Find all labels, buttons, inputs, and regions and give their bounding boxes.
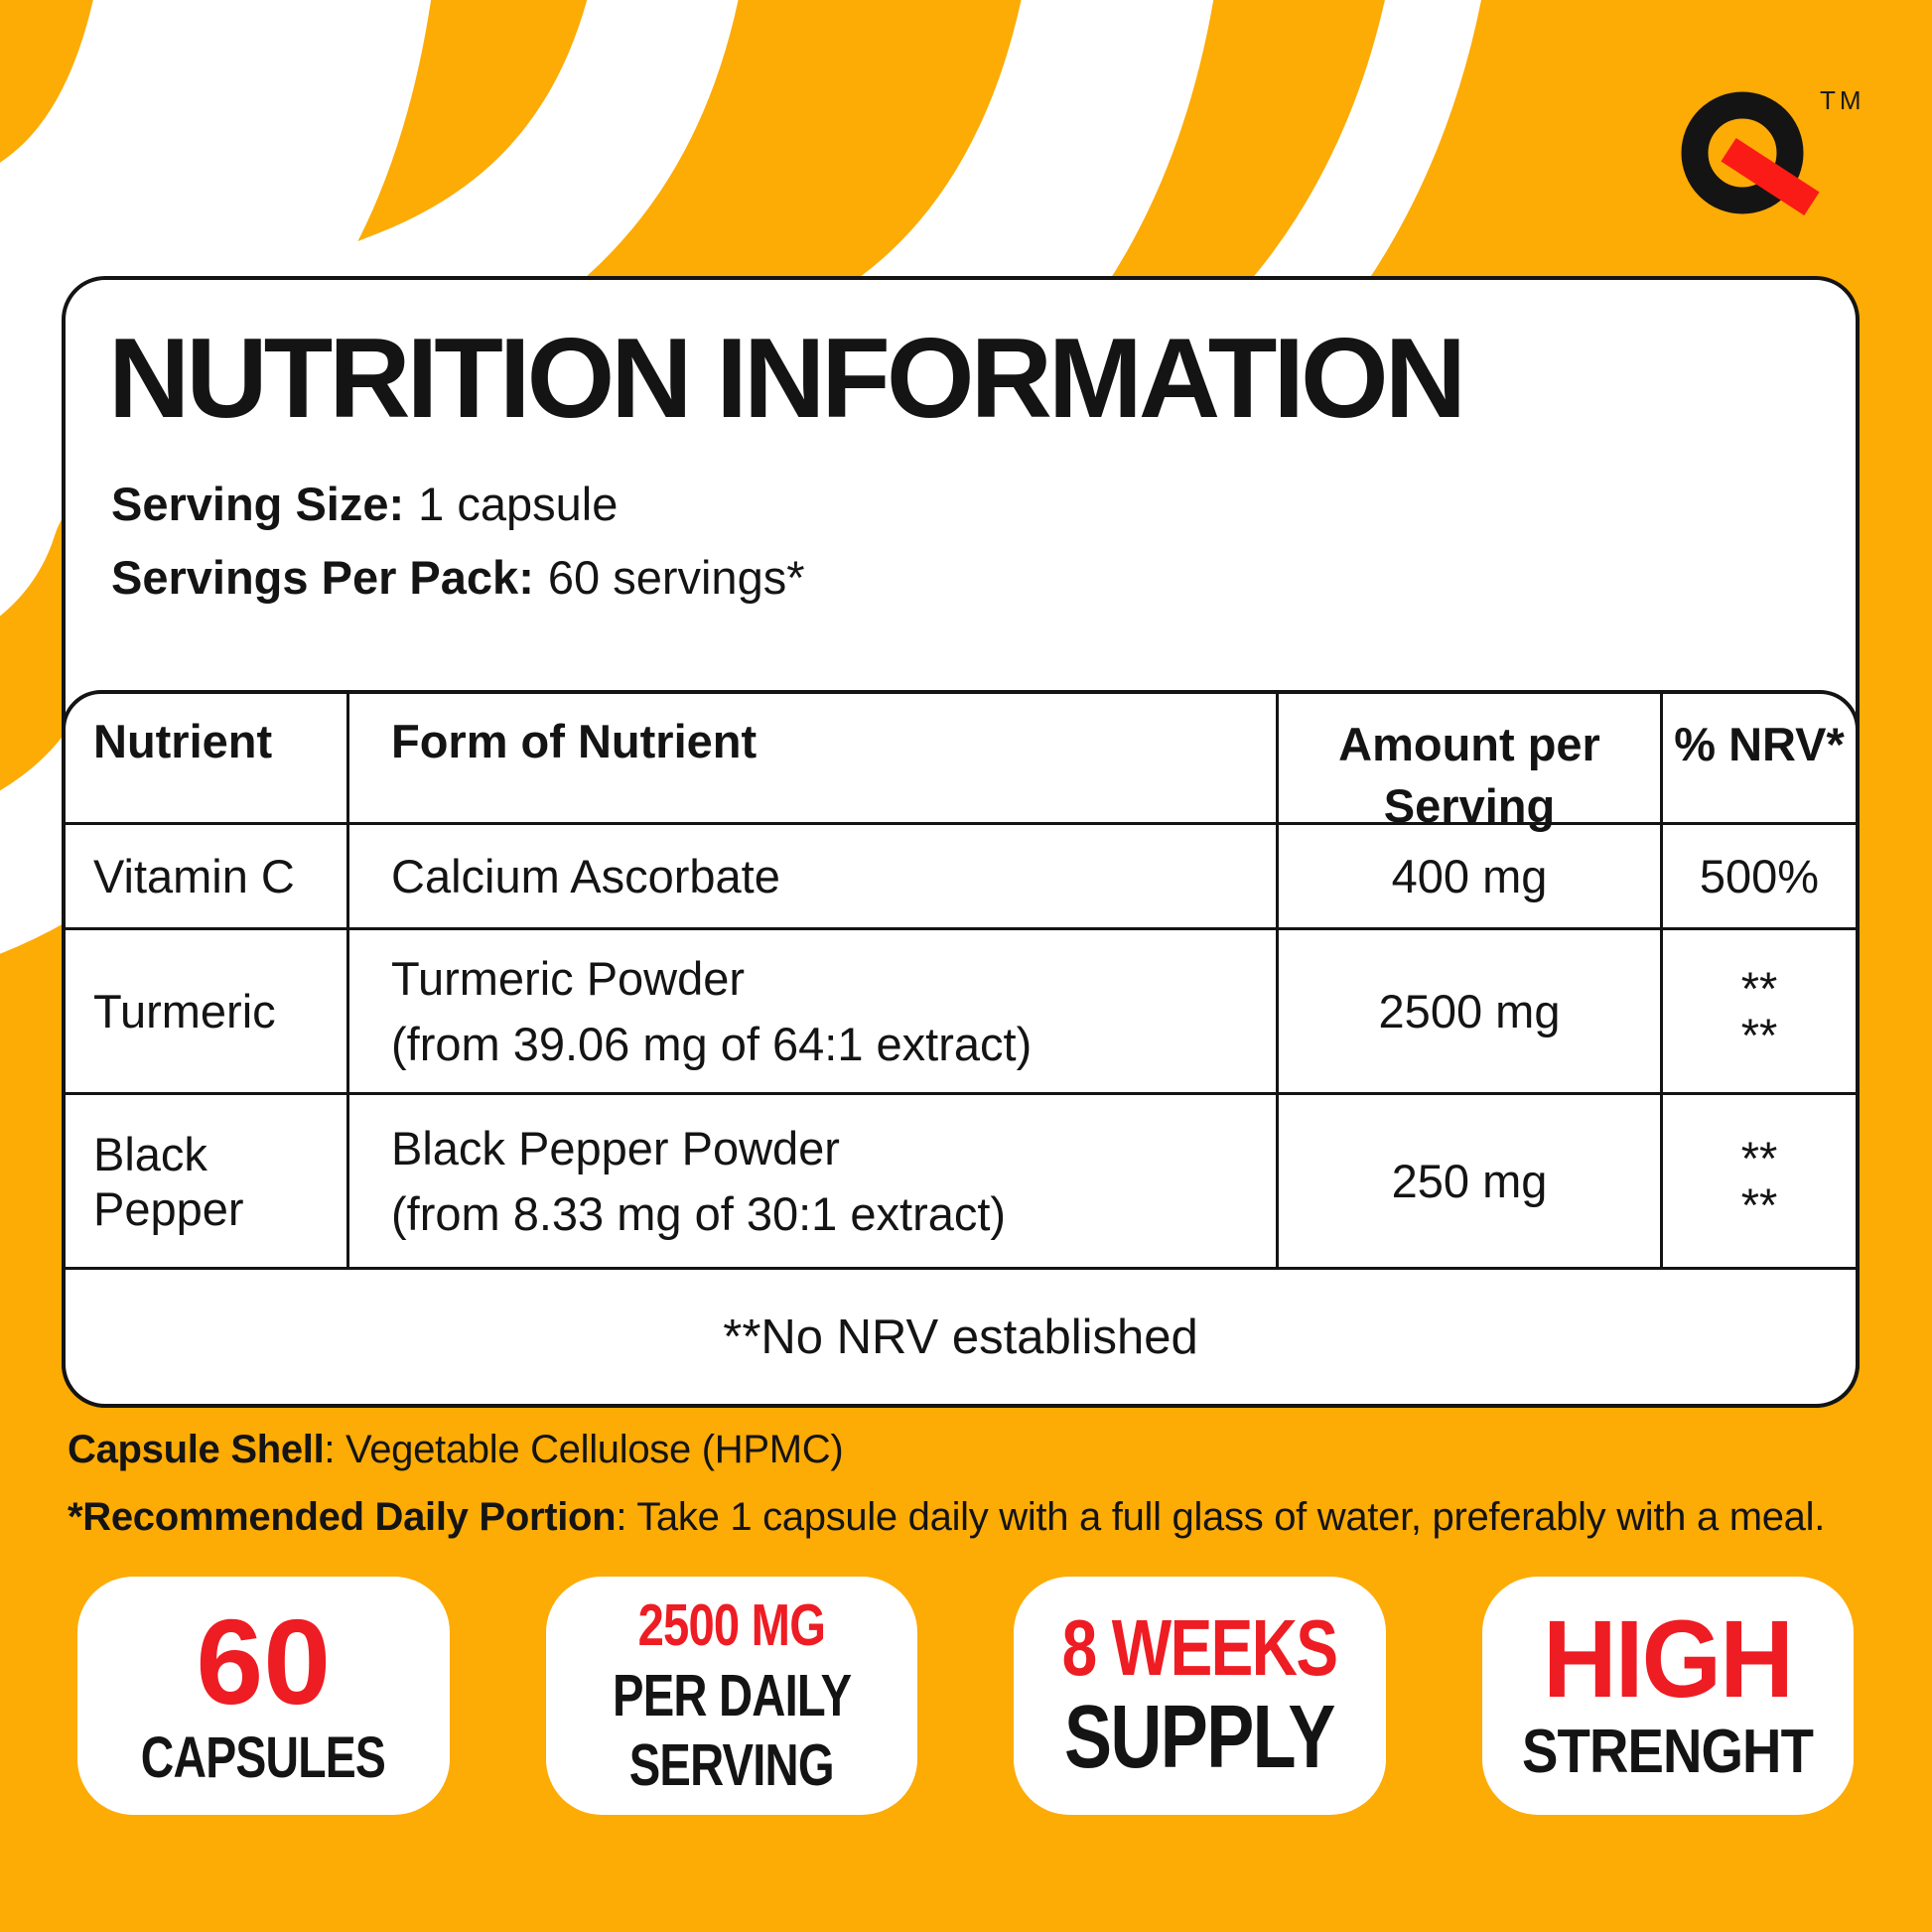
panel-title: NUTRITION INFORMATION [108, 316, 1463, 442]
table-row-cell-nrv: 500% [1663, 825, 1856, 930]
badge-value-text: HIGH [1543, 1598, 1793, 1722]
badge-caption [583, 1661, 881, 1731]
col-header-form: Form of Nutrient [349, 694, 1279, 825]
col-header-amount: Amount per Serving [1279, 694, 1663, 825]
no-nrv-footnote: **No NRV established [723, 1310, 1198, 1364]
form-line-2: (from 39.06 mg of 64:1 extract) [391, 1017, 1033, 1070]
table-row-cell-nrv [1663, 1095, 1856, 1270]
badge-caption-text: SERVING [628, 1732, 834, 1799]
badge-value: 60 [196, 1594, 332, 1730]
daily-portion-label: *Recommended Daily Portion [68, 1495, 617, 1539]
badge-capsule-count [77, 1577, 450, 1815]
table-row-cell-form [349, 930, 1279, 1095]
badge-caption-text: PER DAILY [612, 1662, 851, 1728]
daily-portion-note [68, 1495, 1825, 1540]
badge-strength [1482, 1577, 1855, 1815]
col-header-nrv: % NRV* [1663, 694, 1856, 825]
badge-caption [604, 1730, 860, 1801]
table-row-cell-form: Calcium Ascorbate [349, 825, 1279, 930]
nrv-asterisks: ** [1740, 1131, 1778, 1184]
table-row-cell-nutrient: Black Pepper [66, 1095, 349, 1270]
capsule-shell-value: : Vegetable Cellulose (HPMC) [324, 1428, 844, 1471]
nutrition-panel [62, 276, 1860, 1408]
form-line-1: Black Pepper Powder [391, 1121, 840, 1174]
table-row-cell-nrv [1663, 930, 1856, 1095]
capsule-shell-label: Capsule Shell [68, 1428, 325, 1471]
badge-value-text: 8 WEEKS [1061, 1602, 1337, 1692]
badge-caption [110, 1725, 416, 1791]
serving-size-line [111, 477, 618, 531]
badge-value-text: 2500 MG [637, 1591, 826, 1658]
form-line-2: (from 8.33 mg of 30:1 extract) [391, 1186, 1007, 1240]
col-header-nutrient: Nutrient [66, 694, 349, 825]
badge-caption [1031, 1687, 1368, 1787]
badge-caption-text: SUPPLY [1064, 1687, 1335, 1787]
serving-size-label: Serving Size: [111, 478, 405, 530]
badge-value [1535, 1598, 1800, 1722]
nrv-asterisks: ** [1740, 1008, 1778, 1061]
serving-size-value: 1 capsule [418, 478, 619, 530]
brand-q-logo [1671, 77, 1899, 256]
badge-value [1028, 1602, 1371, 1692]
badge-caption-text: CAPSULES [141, 1725, 386, 1790]
table-row-cell-nutrient: Turmeric [66, 930, 349, 1095]
table-row-cell-form [349, 1095, 1279, 1270]
feature-badges-row [77, 1577, 1854, 1815]
daily-portion-value: : Take 1 capsule daily with a full glass of water, preferably with a meal. [616, 1495, 1826, 1539]
capsule-shell-note [68, 1428, 843, 1472]
badge-caption-text: STRENGHT [1522, 1717, 1814, 1786]
table-row-cell-amount: 400 mg [1279, 825, 1663, 930]
nrv-asterisks: ** [1740, 961, 1778, 1015]
table-row-cell-amount: 250 mg [1279, 1095, 1663, 1270]
table-row-cell-amount: 2500 mg [1279, 930, 1663, 1095]
servings-per-pack-line [111, 550, 805, 605]
nutrition-table [62, 690, 1860, 1408]
badge-caption [1502, 1717, 1833, 1787]
badge-value [615, 1590, 849, 1661]
form-line-1: Turmeric Powder [391, 951, 746, 1005]
servings-per-pack-label: Servings Per Pack: [111, 551, 534, 604]
trademark-symbol: TM [1820, 85, 1865, 115]
nrv-asterisks: ** [1740, 1177, 1778, 1231]
servings-per-pack-value: 60 servings* [547, 551, 805, 604]
badge-daily-dose [546, 1577, 918, 1815]
table-row-cell-nutrient: Vitamin C [66, 825, 349, 930]
badge-supply-duration [1014, 1577, 1386, 1815]
